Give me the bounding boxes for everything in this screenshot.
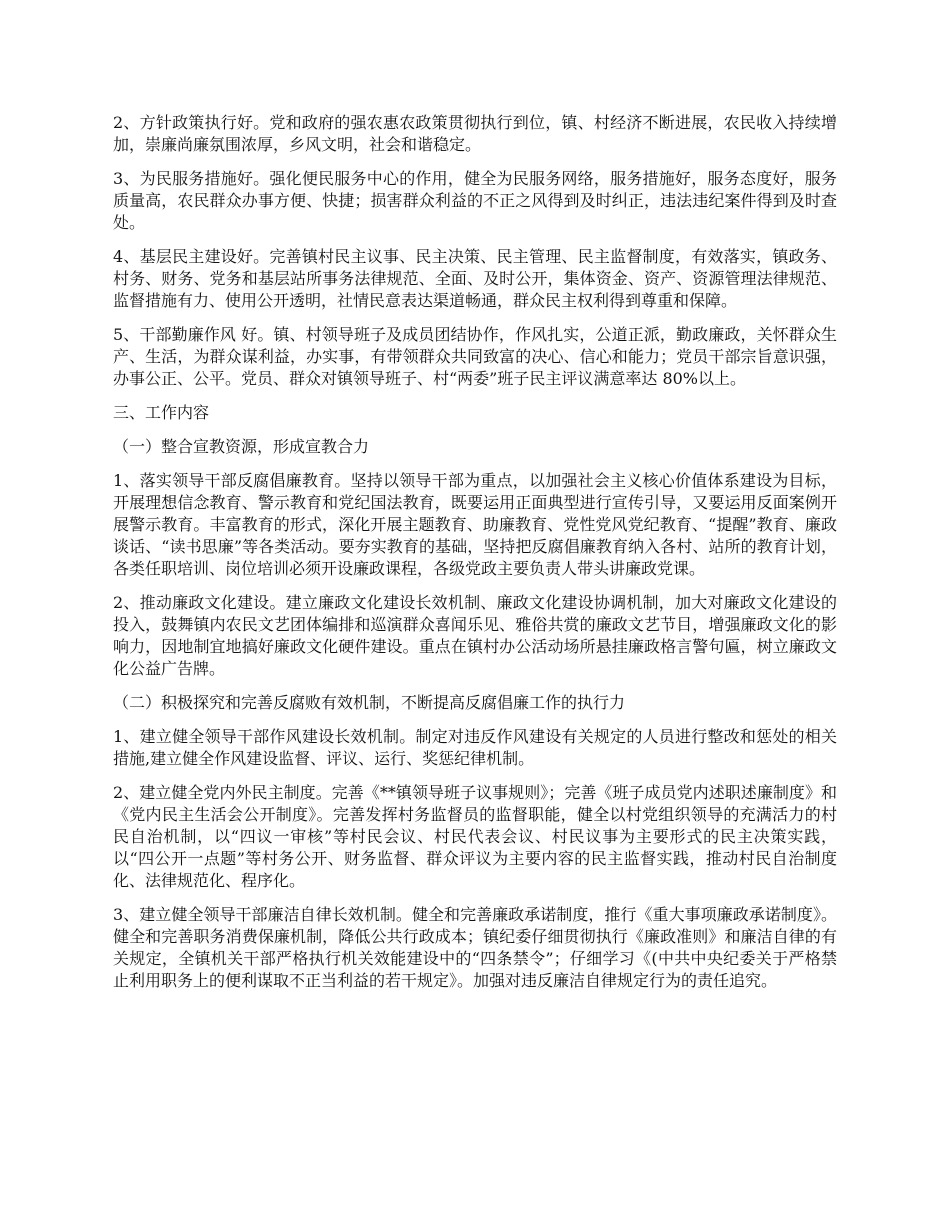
paragraph-cadre-style: 5、干部勤廉作风 好。镇、村领导班子及成员团结协作，作风扎实，公道正派，勤政廉政，关怀群众生产、生活，为群众谋利益，办实事，有带领群众共同致富的决心、信心和能力；党员干部宗旨意识强，办事公正、公平。党员、群众对镇领导班子、村“两委”班子民主评议满意率达 80%以上。	[113, 325, 837, 388]
subsection-heading-education: （一）整合宣教资源，形成宣教合力	[113, 437, 370, 456]
paragraph-policy-execution: 2、方针政策执行好。党和政府的强农惠农政策贯彻执行到位，镇、村经济不断进展，农民收入持续增加，崇廉尚廉氛围浓厚，乡风文明，社会和谐稳定。	[113, 113, 837, 154]
document-page	[113, 112, 837, 1004]
paragraph-work-style-mechanism: 1、建立健全领导干部作风建设长效机制。制定对违反作风建设有关规定的人员进行整改和惩处的相关措施,建立健全作风建设监督、评议、运行、奖惩纪律机制。	[113, 727, 837, 768]
paragraph-service-measures: 3、为民服务措施好。强化便民服务中心的作用，健全为民服务网络，服务措施好，服务态度好，服务质量高，农民群众办事方便、快捷；损害群众利益的不正之风得到及时纠正，违法违纪案件得到及时查处。	[113, 169, 837, 232]
paragraph-democracy-system: 2、建立健全党内外民主制度。完善《**镇领导班子议事规则》；完善《班子成员党内述职述廉制度》和《党内民主生活会公开制度》。完善发挥村务监督员的监督职能，健全以村党组织领导的充满活力的村民自治机制，以“四议一审核”等村民会议、村民代表会议、村民议事为主要形式的民主决策实践，以“四公开一点题”等村务公开、财务监督、群众评议为主要内容的民主监督实践，推动村民自治制度化、法律规范化、程序化。	[113, 783, 837, 890]
subsection-heading-mechanisms: （二）积极探究和完善反腐败有效机制，不断提高反腐倡廉工作的执行力	[113, 693, 626, 712]
paragraph-grassroots-democracy: 4、基层民主建设好。完善镇村民主议事、民主决策、民主管理、民主监督制度，有效落实，镇政务、村务、财务、党务和基层站所事务法律规范、全面、及时公开，集体资金、资产、资源管理法律规范、监督措施有力、使用公开透明，社情民意表达渠道畅通，群众民主权利得到尊重和保障。	[113, 247, 837, 310]
paragraph-self-discipline-mechanism: 3、建立健全领导干部廉洁自律长效机制。健全和完善廉政承诺制度，推行《重大事项廉政承诺制度》。健全和完善职务消费保廉机制，降低公共行政成本；镇纪委仔细贯彻执行《廉政准则》和廉洁自律的有关规定，全镇机关干部严格执行机关效能建设中的“四条禁令”；仔细学习《(中共中央纪委关于严格禁止利用职务上的便利谋取不正当利益的若干规定》。加强对违反廉洁自律规定行为的责任追究。	[113, 905, 837, 990]
paragraph-integrity-culture: 2、推动廉政文化建设。建立廉政文化建设长效机制、廉政文化建设协调机制，加大对廉政文化建设的投入，鼓舞镇内农民文艺团体编排和巡演群众喜闻乐见、雅俗共赏的廉政文艺节目，增强廉政文化的影响力，因地制宜地搞好廉政文化硬件建设。重点在镇村办公活动场所悬挂廉政格言警句匾，树立廉政文化公益广告牌。	[113, 593, 837, 678]
paragraph-anti-corruption-education: 1、落实领导干部反腐倡廉教育。坚持以领导干部为重点，以加强社会主义核心价值体系建设为目标，开展理想信念教育、警示教育和党纪国法教育，既要运用正面典型进行宣传引导，又要运用反面案例开展警示教育。丰富教育的形式，深化开展主题教育、助廉教育、党性党风党纪教育、“提醒”教育、廉政谈话、“读书思廉”等各类活动。要夯实教育的基础，坚持把反腐倡廉教育纳入各村、站所的教育计划，各类任职培训、岗位培训必须开设廉政课程，各级党政主要负责人带头讲廉政党课。	[113, 471, 837, 578]
section-heading-work-content: 三、工作内容	[113, 403, 210, 422]
